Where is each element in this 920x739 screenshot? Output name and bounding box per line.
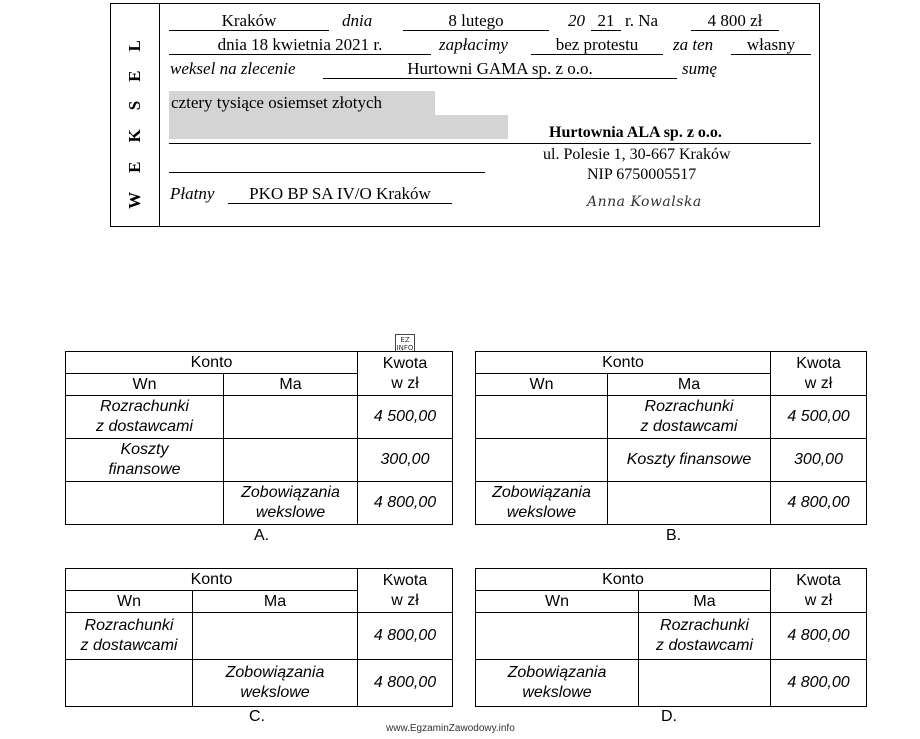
head-ma: Ma <box>193 591 358 613</box>
cell-wn <box>66 396 224 439</box>
cell-text: z dostawcami <box>656 637 753 654</box>
cell-text: wekslowe <box>255 504 326 521</box>
table-d <box>475 568 867 707</box>
cell-text: Rozrachunki <box>660 617 749 634</box>
amount-words-shade-2 <box>169 115 508 139</box>
cell-kwota: 300,00 <box>771 439 867 482</box>
table-row <box>476 439 867 482</box>
table-row <box>476 613 867 660</box>
option-d-label: D. <box>661 708 677 725</box>
cell-wn <box>476 439 608 482</box>
cell-ma <box>608 396 771 439</box>
option-c-label: C. <box>249 708 265 725</box>
cell-wn <box>66 660 193 707</box>
head-ma: Ma <box>224 374 358 396</box>
table-row <box>66 660 453 707</box>
cell-text: Zobowiązania <box>241 484 340 501</box>
cell-kwota: 4 500,00 <box>771 396 867 439</box>
cell-text: wekslowe <box>522 684 592 701</box>
cell-text: Zobowiązania <box>492 484 591 501</box>
label-r-na <box>625 12 658 30</box>
blank-line <box>169 172 485 173</box>
year-suffix: 21 <box>591 12 621 31</box>
cell-text: z dostawcami <box>96 418 193 435</box>
place-field: Kraków <box>169 12 329 31</box>
cell-kwota: 4 800,00 <box>771 660 867 707</box>
own-field: własny <box>731 36 811 55</box>
cell-ma: Koszty finansowe <box>608 439 771 482</box>
label-platny: Płatny <box>170 184 215 203</box>
head-kwota-2: w zł <box>804 591 833 609</box>
cell-ma <box>193 613 358 660</box>
cell-ma <box>193 660 358 707</box>
head-wn: Wn <box>66 374 224 396</box>
cell-text: Zobowiązania <box>225 664 325 681</box>
cell-wn <box>476 396 608 439</box>
clause-field: bez protestu <box>531 36 663 55</box>
cell-text: wekslowe <box>240 684 310 701</box>
head-wn: Wn <box>66 591 193 613</box>
amount-words: cztery tysiące osiemset złotych <box>171 93 382 112</box>
issuer-address: ul. Polesie 1, 30-667 Kraków <box>543 146 731 163</box>
cell-kwota: 4 500,00 <box>358 396 453 439</box>
cell-ma <box>224 482 358 525</box>
cell-wn <box>66 439 224 482</box>
cell-ma <box>224 439 358 482</box>
head-kwota-1: Kwota <box>382 571 428 589</box>
payable-at-field: PKO BP SA IV/O Kraków <box>228 185 452 204</box>
cell-kwota: 4 800,00 <box>358 482 453 525</box>
head-kwota <box>771 352 867 396</box>
label-za-ten: za ten <box>673 35 714 54</box>
head-konto: Konto <box>66 569 358 591</box>
label-zaplacimy: zapłacimy <box>439 35 508 54</box>
head-kwota-1: Kwota <box>796 354 841 372</box>
cell-kwota: 300,00 <box>358 439 453 482</box>
table-row <box>66 439 453 482</box>
label-dnia: dnia <box>342 11 373 30</box>
label-sume: sumę <box>682 59 717 78</box>
table-row <box>476 396 867 439</box>
head-kwota-2: w zł <box>391 591 419 609</box>
head-kwota-2: w zł <box>804 374 833 392</box>
footer-url[interactable]: www.EgzaminZawodowy.info <box>386 723 515 734</box>
weksel-side-title <box>111 4 160 226</box>
head-kwota <box>358 569 453 613</box>
head-kwota-2: w zł <box>391 374 419 392</box>
cell-ma <box>224 396 358 439</box>
issuer-nip: NIP 6750005517 <box>587 166 697 183</box>
table-row <box>476 482 867 525</box>
head-konto: Konto <box>66 352 358 374</box>
head-wn: Wn <box>476 374 608 396</box>
amount-field: 4 800 zł <box>691 12 779 31</box>
cell-kwota: 4 800,00 <box>358 660 453 707</box>
cell-ma <box>608 482 771 525</box>
cell-text: Rozrachunki <box>84 617 174 634</box>
cell-text: Rozrachunki <box>644 398 734 415</box>
head-konto: Konto <box>476 569 771 591</box>
year-prefix: 20 <box>568 11 585 30</box>
cell-kwota: 4 800,00 <box>771 482 867 525</box>
table-row <box>66 396 453 439</box>
cell-text: Rozrachunki <box>100 398 189 415</box>
date-field: 8 lutego <box>403 12 549 31</box>
head-kwota-1: Kwota <box>796 571 841 589</box>
payee-field: Hurtowni GAMA sp. z o.o. <box>323 60 677 79</box>
cell-wn <box>476 613 639 660</box>
option-b-label: B. <box>666 527 682 544</box>
cell-text: z dostawcami <box>640 418 738 435</box>
table-row <box>476 660 867 707</box>
cell-ma <box>639 660 771 707</box>
table-b <box>475 351 867 525</box>
table-row <box>66 482 453 525</box>
cell-ma <box>639 613 771 660</box>
due-date-field: dnia 18 kwietnia 2021 r. <box>169 36 431 55</box>
head-wn: Wn <box>476 591 639 613</box>
cell-wn <box>66 482 224 525</box>
head-kwota <box>771 569 867 613</box>
cell-wn <box>66 613 193 660</box>
head-kwota-1: Kwota <box>382 354 428 372</box>
cell-text: wekslowe <box>506 504 577 521</box>
signature: Anna Kowalska <box>587 194 702 210</box>
table-a <box>65 351 453 525</box>
site-logo: EZ INFO <box>396 336 414 352</box>
cell-kwota: 4 800,00 <box>358 613 453 660</box>
cell-wn <box>476 660 639 707</box>
head-ma: Ma <box>639 591 771 613</box>
table-c <box>65 568 453 707</box>
bill-of-exchange <box>110 3 820 227</box>
cell-text: z dostawcami <box>80 637 178 654</box>
label-r-na-text: r. Na <box>625 11 659 30</box>
cell-kwota: 4 800,00 <box>771 613 867 660</box>
cell-text: Zobowiązania <box>507 664 607 681</box>
cell-wn <box>476 482 608 525</box>
issuer-line <box>169 143 811 144</box>
head-konto: Konto <box>476 352 771 374</box>
weksel-title: WEKSEL <box>125 21 144 209</box>
label-order: weksel na zlecenie <box>170 59 296 78</box>
head-ma: Ma <box>608 374 771 396</box>
cell-text: finansowe <box>108 461 181 478</box>
cell-text: Koszty <box>120 441 169 458</box>
table-row <box>66 613 453 660</box>
head-kwota <box>358 352 453 396</box>
option-a-label: A. <box>254 527 270 544</box>
issuer-name: Hurtownia ALA sp. z o.o. <box>549 124 722 141</box>
